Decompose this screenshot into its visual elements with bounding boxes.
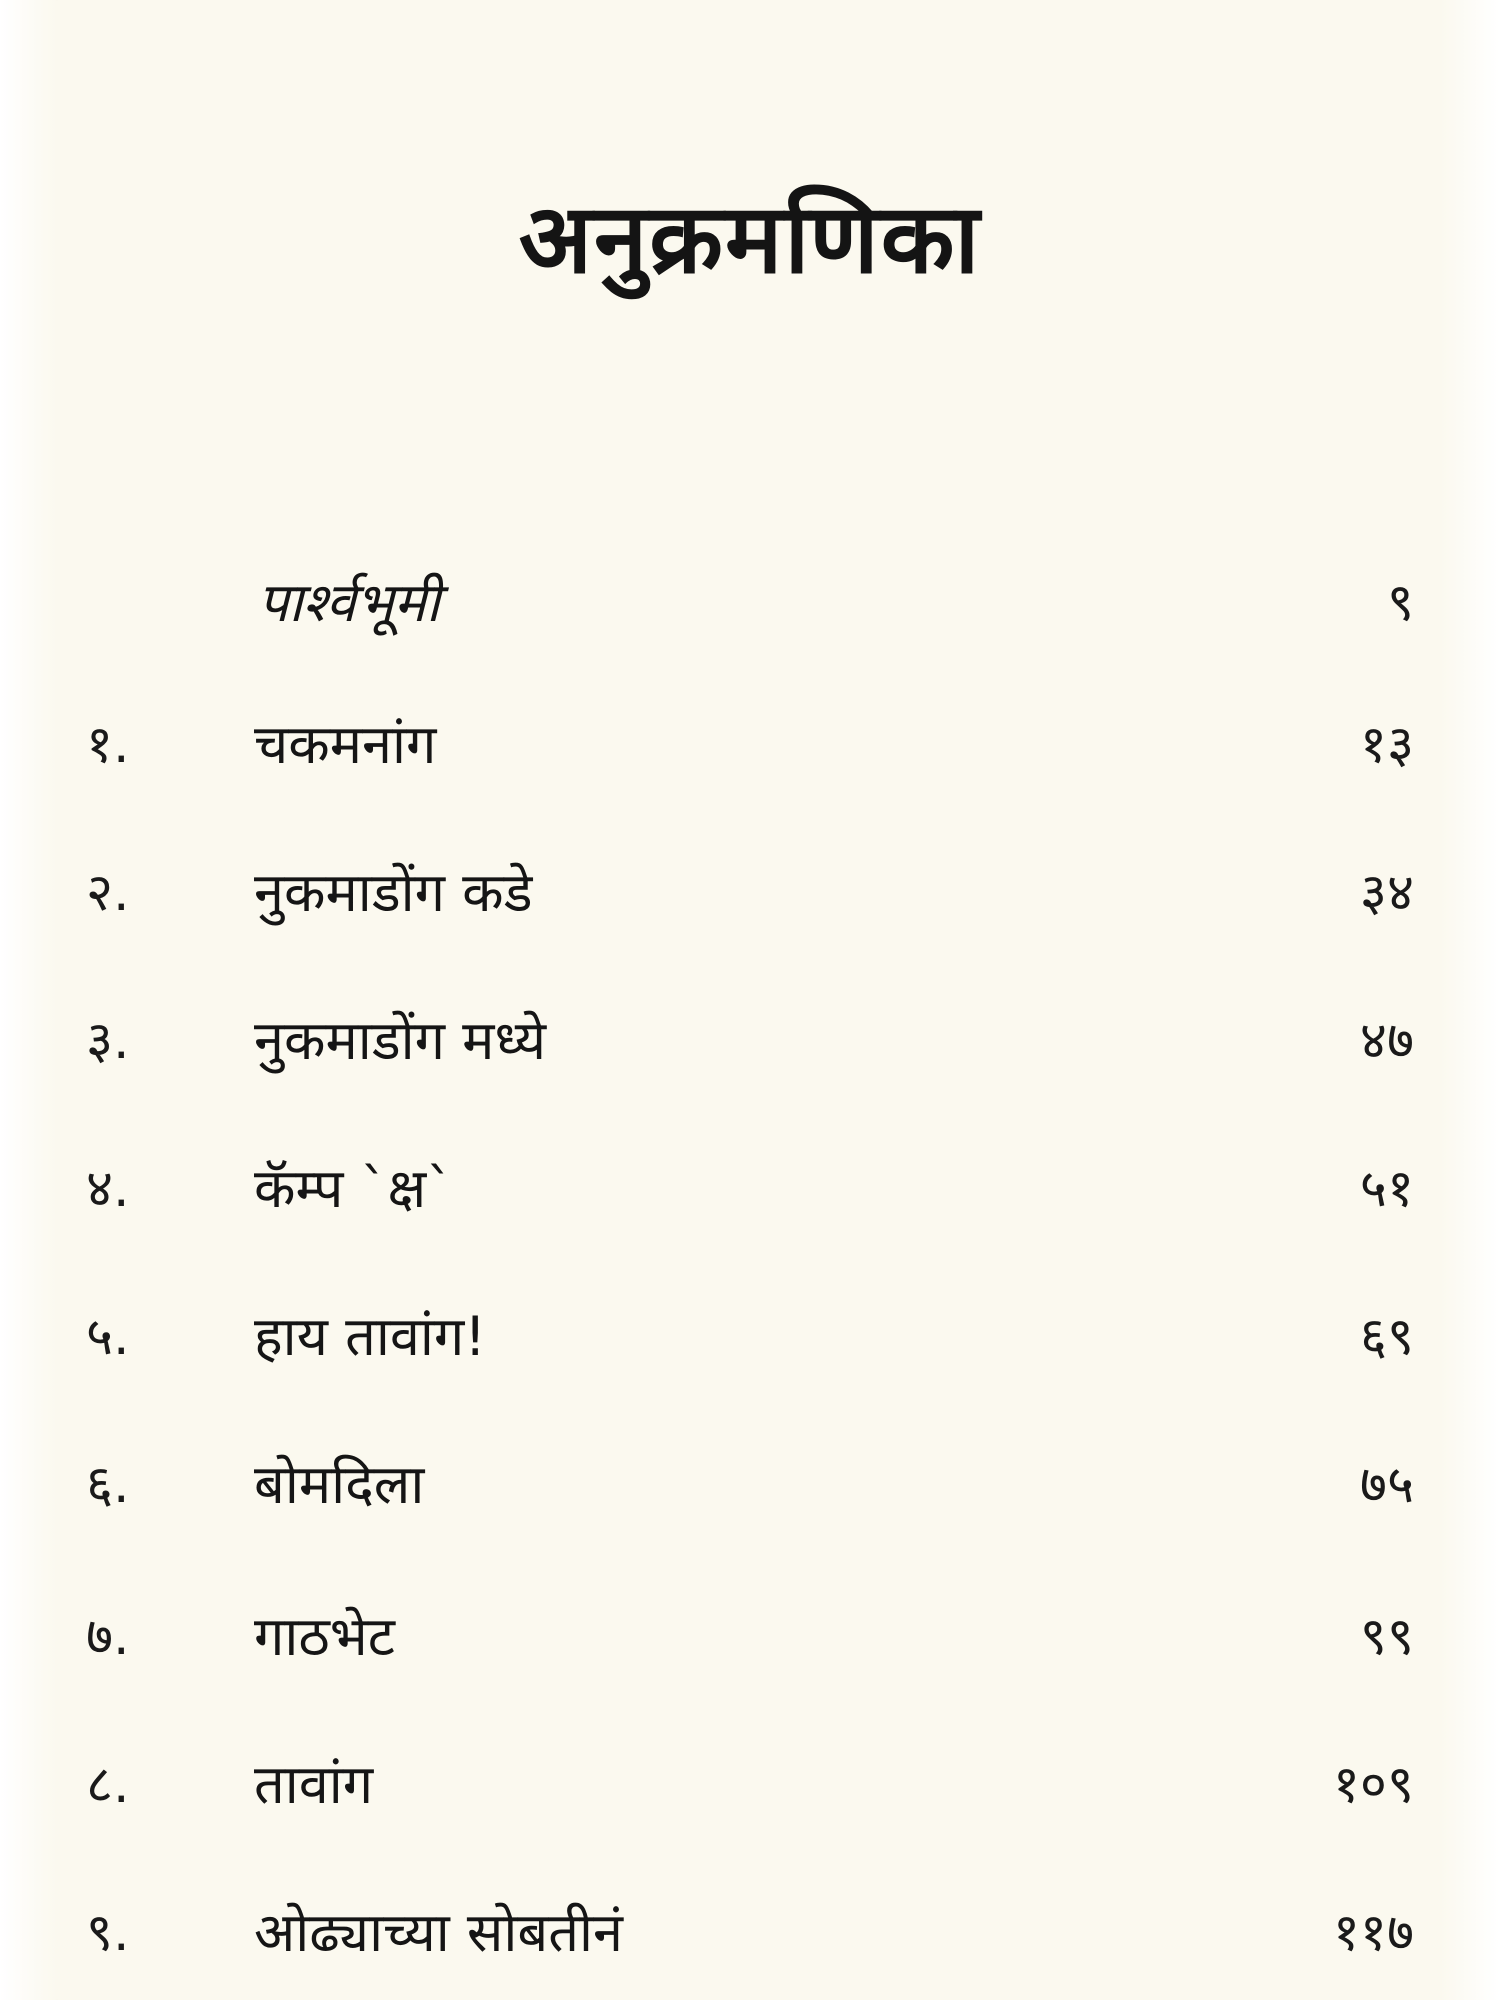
toc-entry-number: ५. (86, 1307, 130, 1367)
toc-entry-title: चकमनांग (254, 713, 437, 776)
toc-entry-page: ७५ (1359, 1455, 1414, 1515)
toc-entry (0, 996, 1500, 1086)
toc-entry-page: १०९ (1332, 1755, 1414, 1815)
toc-entry-title: ओढ्याच्या सोबतीनं (254, 1901, 623, 1964)
toc-entry (0, 1888, 1500, 1978)
toc-entry-title: बोमदिला (254, 1453, 425, 1516)
toc-entry-number: ४. (86, 1159, 130, 1219)
toc-entry-page: ९ (1386, 573, 1414, 633)
page-title: अनुक्रमणिका (518, 183, 982, 295)
toc-entry-page: ९९ (1359, 1607, 1414, 1667)
toc-entry (0, 1740, 1500, 1830)
toc-entry (0, 558, 1500, 648)
toc-entry-title: गाठभेट (254, 1605, 395, 1668)
toc-entry (0, 848, 1500, 938)
toc-entry-number: ३. (86, 1011, 130, 1071)
toc-entry-number: २. (86, 863, 130, 923)
toc-entry-number: ९. (86, 1903, 130, 1963)
toc-entry-title: नुकमाडोंग कडे (254, 861, 533, 924)
toc-entry-page: ५१ (1359, 1159, 1414, 1219)
toc-entry-title: नुकमाडोंग मध्ये (254, 1009, 547, 1072)
toc-entry (0, 1144, 1500, 1234)
toc-entry-page: ६९ (1359, 1307, 1414, 1367)
toc-entry-page: ११७ (1332, 1903, 1414, 1963)
toc-entry-page: १३ (1359, 715, 1414, 775)
toc-entry-number: ७. (86, 1607, 130, 1667)
toc-entry-title: हाय तावांग! (254, 1305, 486, 1368)
toc-entry-title: पार्श्वभूमी (258, 571, 440, 634)
toc-entry-number: ६. (86, 1455, 130, 1515)
toc-entry-page: ३४ (1359, 863, 1414, 923)
toc-entry-number: १. (86, 715, 130, 775)
toc-entry-number: ८. (86, 1755, 130, 1815)
toc-entry (0, 1292, 1500, 1382)
toc-entry-title: तावांग (254, 1753, 374, 1816)
toc-entry (0, 1440, 1500, 1530)
toc-entry-page: ४७ (1359, 1011, 1414, 1071)
toc-entry (0, 700, 1500, 790)
toc-entry-title: कॅम्प `क्ष` (254, 1157, 454, 1220)
toc-entry (0, 1592, 1500, 1682)
